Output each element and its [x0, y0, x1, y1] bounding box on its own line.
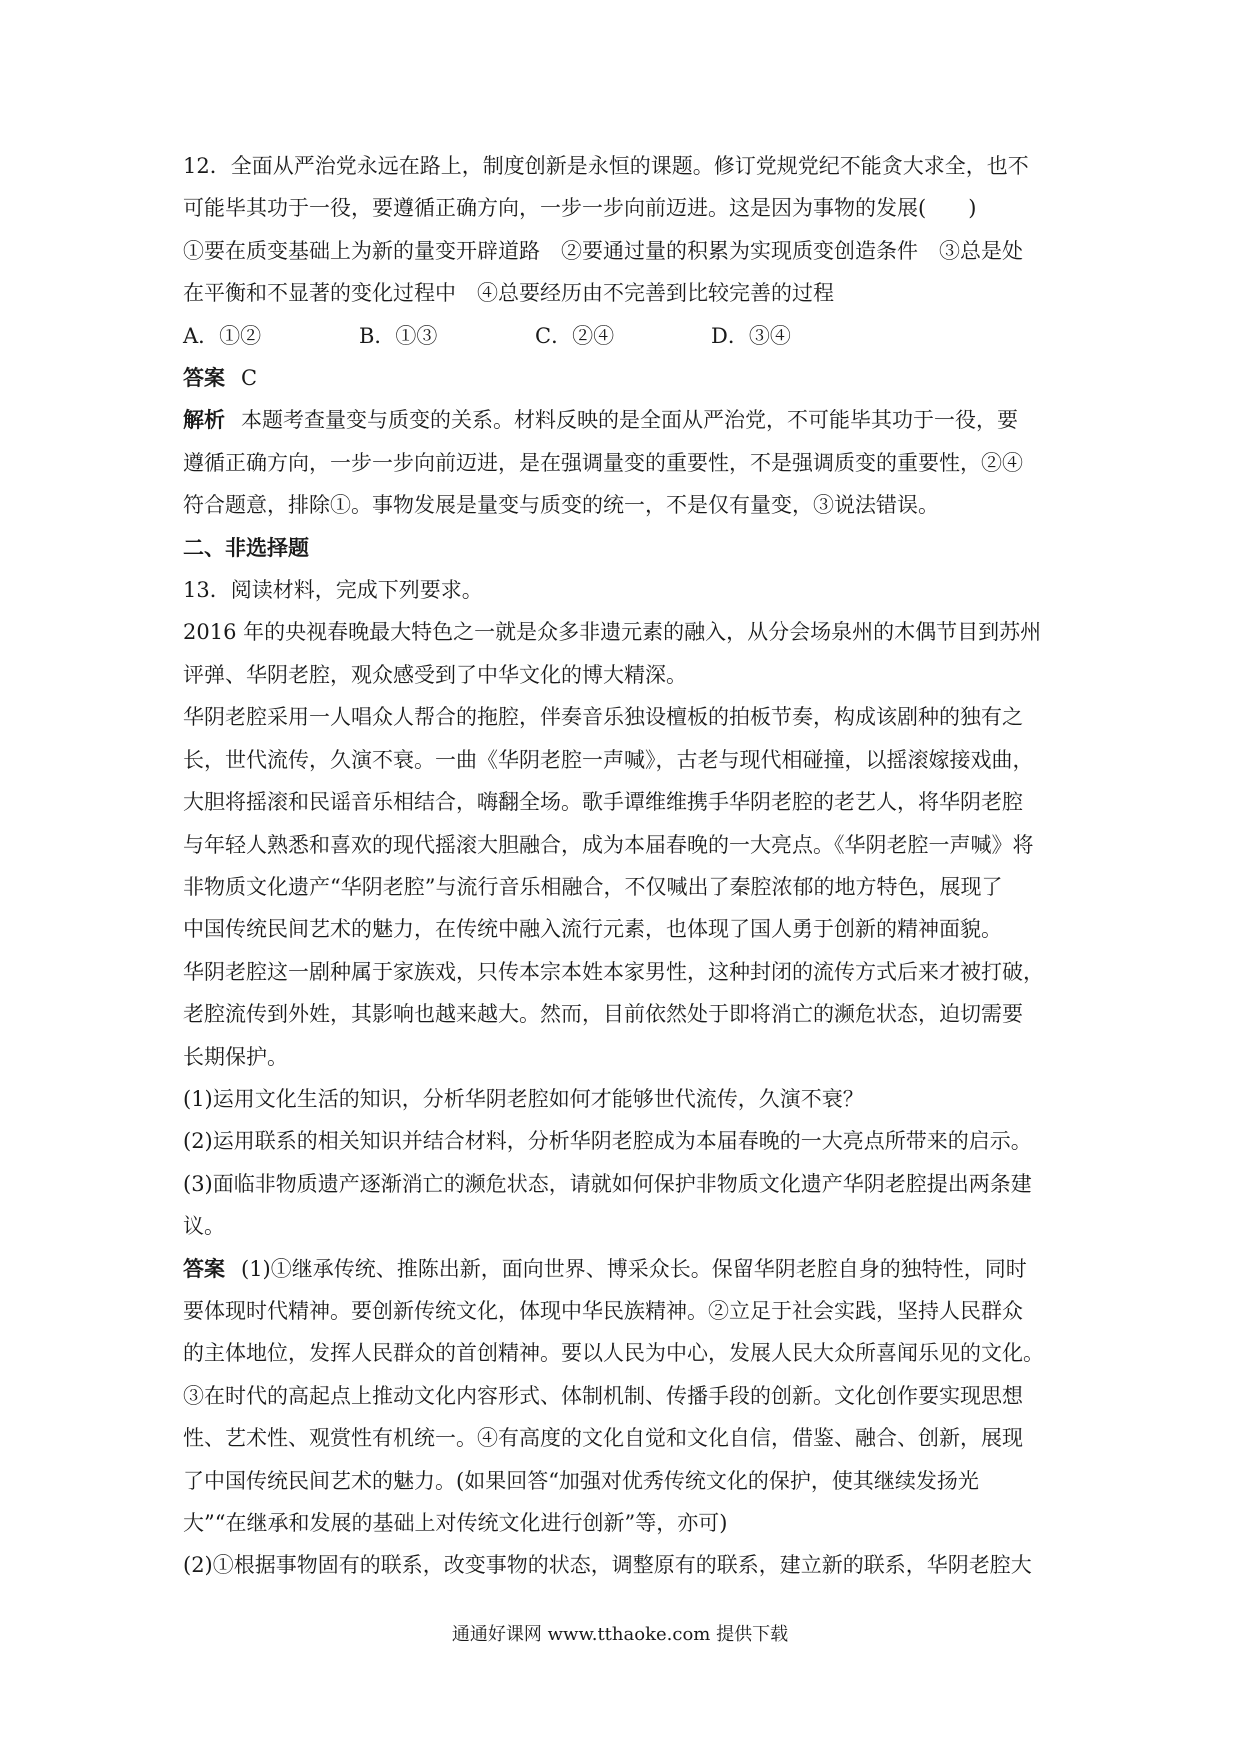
q12-stem-line1: 12．全面从严治党永远在路上，制度创新是永恒的课题。修订党规党纪不能贪大求全，也不 [183, 154, 1029, 178]
q13-ask2: (2)运用联系的相关知识并结合材料，分析华阴老腔成为本届春晚的一大亮点所带来的启示。 [183, 1129, 1032, 1154]
section-title: 二、非选择题 [183, 534, 309, 560]
document-content [183, 145, 1061, 1587]
q13-answer-line3: 的主体地位，发挥人民群众的首创精神。要以人民为中心，发展人民大众所喜闻乐见的文化。 [183, 1341, 1044, 1366]
q13-material2-line4: 与年轻人熟悉和喜欢的现代摇滚大胆融合，成为本届春晚的一大亮点。《华阴老腔一声喊》将 [183, 832, 1034, 857]
q13-answer-line7: 大”“在继承和发展的基础上对传统文化进行创新”等，亦可) [183, 1511, 728, 1535]
q13-answer-line5: 性、艺术性、观赏性有机统一。④有高度的文化自觉和文化自信，借鉴、融合、创新，展现 [183, 1426, 1023, 1451]
q13-material2-line6: 中国传统民间艺术的魅力，在传统中融入流行元素，也体现了国人勇于创新的精神面貌。 [183, 917, 1002, 942]
analysis-text: 本题考查量变与质变的关系。材料反映的是全面从严治党，不可能毕其功于一役，要 [241, 408, 1018, 433]
q13-answer-line1 [183, 1248, 1061, 1290]
answer-text: (1)①继承传统、推陈出新，面向世界、博采众长。保留华阴老腔自身的独特性，同时 [241, 1256, 1027, 1281]
q13-material2-line1: 华阴老腔采用一人唱众人帮合的拖腔，伴奏音乐独设檀板的拍板节奏，构成该剧种的独有之 [183, 705, 1023, 730]
answer-value: C [241, 366, 258, 391]
q13-material3-line3: 长期保护。 [183, 1044, 288, 1069]
answer-label: 答案 [183, 365, 225, 391]
q13-material2-line5: 非物质文化遗产“华阴老腔”与流行音乐相融合，不仅喊出了秦腔浓郁的地方特色，展现了 [183, 874, 1003, 899]
q13-material2-line2: 长，世代流传，久演不衰。一曲《华阴老腔一声喊》，古老与现代相碰撞，以摇滚嫁接戏曲， [183, 747, 1034, 772]
q13-material1-line2: 评弹、华阴老腔，观众感受到了中华文化的博大精深。 [183, 662, 687, 687]
q13-answer-line6: 了中国传统民间艺术的魅力。(如果回答“加强对优秀传统文化的保护，使其继续发扬光 [183, 1468, 979, 1493]
q13-answer2-line1: (2)①根据事物固有的联系，改变事物的状态，调整原有的联系，建立新的联系，华阴老腔大 [183, 1553, 1032, 1578]
q12-stem-line2: 可能毕其功于一役，要遵循正确方向，一步一步向前迈进。这是因为事物的发展( ) [183, 196, 977, 221]
q13-ask3-line2: 议。 [183, 1214, 225, 1239]
q12-options-line1: ①要在质变基础上为新的量变开辟道路 ②要通过量的积累为实现质变创造条件 ③总是处 [183, 238, 1023, 263]
page-footer: 通通好课网 www.tthaoke.com 提供下载 [451, 1624, 789, 1645]
analysis-label: 解析 [183, 407, 225, 433]
q13-answer-line4: ③在时代的高起点上推动文化内容形式、体制机制、传播手段的创新。文化创作要实现思想 [183, 1383, 1023, 1408]
choice-b: B．①③ [359, 323, 438, 348]
q12-analysis-line1 [183, 399, 1061, 441]
choice-a: A．①② [183, 323, 262, 348]
q13-material3-line2: 老腔流传到外姓，其影响也越来越大。然而，目前依然处于即将消亡的濒危状态，迫切需要 [183, 1002, 1023, 1027]
q12-answer [183, 357, 1061, 399]
q13-title: 13．阅读材料，完成下列要求。 [183, 578, 483, 603]
q12-choices [183, 315, 1061, 357]
answer-label: 答案 [183, 1255, 225, 1281]
q12-analysis-line3: 符合题意，排除①。事物发展是量变与质变的统一，不是仅有量变，③说法错误。 [183, 493, 939, 518]
choice-c: C．②④ [535, 323, 615, 348]
q12-analysis-line2: 遵循正确方向，一步一步向前迈进，是在强调量变的重要性，不是强调质变的重要性，②④ [183, 450, 1023, 475]
choice-d: D．③④ [711, 323, 791, 348]
q13-material1-line1: 2016 年的央视春晚最大特色之一就是众多非遗元素的融入，从分会场泉州的木偶节目到苏州 [183, 620, 1042, 645]
q12-options-line2: 在平衡和不显著的变化过程中 ④总要经历由不完善到比较完善的过程 [183, 281, 834, 306]
q13-material2-line3: 大胆将摇滚和民谣音乐相结合，嗨翻全场。歌手谭维维携手华阴老腔的老艺人，将华阴老腔 [183, 790, 1023, 815]
q13-material3-line1: 华阴老腔这一剧种属于家族戏，只传本宗本姓本家男性，这种封闭的流传方式后来才被打破， [183, 959, 1044, 984]
q13-ask3-line1: (3)面临非物质遗产逐渐消亡的濒危状态，请就如何保护非物质文化遗产华阴老腔提出两条建 [183, 1171, 1032, 1196]
q13-answer-line2: 要体现时代精神。要创新传统文化，体现中华民族精神。②立足于社会实践，坚持人民群众 [183, 1298, 1023, 1323]
q13-ask1: (1)运用文化生活的知识，分析华阴老腔如何才能够世代流传，久演不衰？ [183, 1086, 864, 1111]
